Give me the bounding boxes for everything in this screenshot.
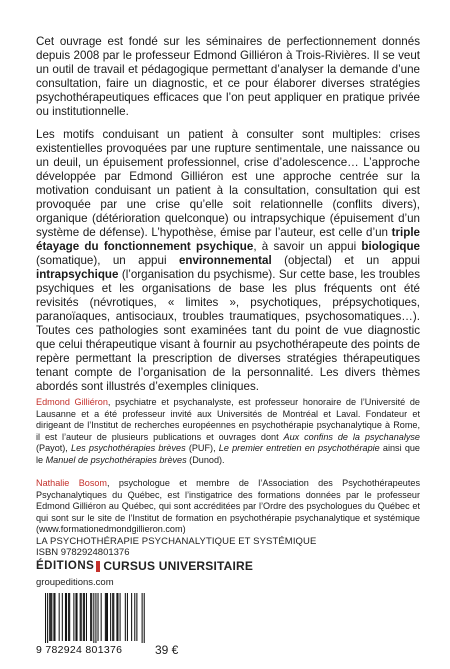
main-text-3: (somatique), un appui	[36, 254, 179, 267]
bio1-title-3: Le premier entretien en psychothérapie	[218, 443, 380, 454]
barcode-bar	[134, 593, 135, 641]
barcode-bar	[112, 593, 113, 641]
author-bio-bosom	[36, 478, 420, 536]
barcode-bar	[62, 593, 63, 641]
barcode-bar	[59, 593, 60, 641]
barcode-bar	[73, 593, 74, 641]
barcode-bar	[51, 593, 52, 641]
publisher-editions: ÉDITIONS	[36, 560, 95, 572]
barcode-bar	[45, 593, 46, 643]
bio1-title-2: Les psychothérapies brèves	[71, 443, 186, 454]
main-text-1: Les motifs conduisant un patient à consulter sont multiples: crises existentielles provoquées par une rupture sentimentale, une naissance ou un deuil, un épuisement professionnel, crise d’adolescence… L’approche développée par Edmond Gilliéron est une approche centrée sur la motivation conduisant un patient à la consultation, consultation qui est provoquée par une crise qu’elle soit relationnelle (conflits divers), organique (détérioration quelconque) ou intrapsychique (épuisement d’un système de défense). L’hypothèse, émise par l’auteur, est celle d’un	[36, 128, 420, 239]
barcode-bar	[142, 593, 143, 643]
barcode-bar	[101, 593, 102, 641]
barcode-bar	[91, 593, 92, 641]
bio1-title-4: Manuel de psychothérapies brèves	[45, 454, 187, 465]
barcode-bar	[110, 593, 111, 641]
bio1-text-5: (Dunod).	[186, 454, 225, 465]
barcode-bar	[49, 593, 50, 641]
main-bold-2: biologique	[361, 240, 420, 253]
price: 39 €	[155, 643, 179, 657]
barcode-bar	[93, 593, 94, 643]
bio1-title-1: Aux confins de la psychanalyse	[283, 431, 420, 442]
barcode-bar	[106, 593, 107, 641]
intro-paragraph	[36, 35, 420, 119]
bio2-text: , psychologue et membre de l’Association des Psychothérapeutes Psychanalytiques du Québec, est l’instigatrice des formations données par le professeur Edmond Gilliéron au Québec, qui sont accréditées par l’Ordre des psychologues du Québec et qui sont sur le site de l’Institut de formation en psychothérapie psychanalytique et systémique (www.formationedmondgillieron.com)	[36, 478, 420, 535]
barcode-bar	[107, 593, 108, 641]
author-name-bosom: Nathalie Bosom	[36, 478, 107, 488]
barcode-bars	[36, 593, 146, 643]
main-bold-1: triple étayage du fonctionnement psychique	[36, 226, 420, 253]
barcode-bar	[136, 593, 137, 641]
main-bold-4: intrapsychique	[36, 268, 119, 281]
barcode-bar	[80, 593, 81, 641]
main-text-5: (l’organisation du psychisme). Sur cette base, les troubles psychiques et les organisations de base les plus fréquents ont été revisités (névrotiques, « limites », psychotiques, prépsychotiques, paranoïaques, antisociaux, troubles traumatiques, psychosomatiques…). Toutes ces pathologies sont examinées tant du point de vue diagnostic que celui thérapeutique visant à fournir au psychothérapeute des points de repère permettant la prescription de diverses stratégies thérapeutiques tenant compte de l’organisation de la personnalité. Les divers thèmes abordés sont illustrés d’exemples cliniques.	[36, 268, 420, 393]
barcode-bar	[90, 593, 91, 641]
publisher-logo	[36, 559, 253, 573]
barcode-bar	[66, 593, 67, 641]
barcode-bar	[127, 593, 128, 641]
barcode	[36, 593, 146, 655]
barcode-bar	[117, 593, 118, 641]
series-title: LA PSYCHOTHÉRAPIE PSYCHANALYTIQUE ET SYSTÉMIQUE	[36, 536, 317, 547]
barcode-bar	[84, 593, 85, 641]
main-paragraph	[36, 128, 420, 394]
bio1-text-1: , psychiatre et psychanalyste, est professeur honoraire de l’Université de Lausanne et a été professeur invité aux Universités de Montréal et Laval. Fondateur et dirigeant de l’Institut de recherches européennes en psychothérapie psychanalytique à Rome, il est l’auteur de plusieurs publications et ouvrages dont	[36, 397, 420, 442]
publisher-separator-bar	[96, 561, 100, 572]
barcode-bar	[54, 593, 55, 641]
main-text-2: , à savoir un appui	[253, 240, 362, 253]
barcode-bar	[65, 593, 66, 641]
barcode-bar	[113, 593, 114, 641]
barcode-bar	[75, 593, 76, 641]
barcode-bar	[98, 593, 99, 641]
barcode-bar	[144, 593, 145, 643]
intro-text: Cet ouvrage est fondé sur les séminaires de perfectionnement donnés depuis 2008 par le professeur Edmond Gilliéron à Trois-Rivières. Il se veut un outil de travail et pédagogique permettant d’analyser la demande d’une consultation, faire un diagnostic, et ce pour élaborer diverses stratégies psychothérapeutiques efficaces que l’on peut appliquer en pratique privée ou institutionnelle.	[36, 35, 420, 118]
bio1-text-3: (PUF),	[185, 443, 219, 454]
barcode-bar	[131, 593, 132, 641]
barcode-bar	[53, 593, 54, 641]
barcode-bar	[86, 593, 87, 641]
barcode-bar	[47, 593, 48, 643]
barcode-digits: 9 782924 801376	[36, 644, 123, 656]
barcode-bar	[105, 593, 106, 641]
bio1-text-4: ainsi que le	[36, 443, 420, 465]
barcode-bar	[50, 593, 51, 641]
author-name-gillieron: Edmond Gilliéron	[36, 397, 108, 407]
barcode-bar	[83, 593, 84, 641]
author-bio-gilliéron	[36, 397, 420, 467]
barcode-bar	[120, 593, 121, 641]
bio1-text-2: (Payot),	[36, 443, 72, 454]
publisher-cursus: CURSUS UNIVERSITAIRE	[103, 559, 254, 573]
barcode-bar	[81, 593, 82, 641]
barcode-bar	[68, 593, 69, 641]
barcode-bar	[69, 593, 70, 641]
barcode-bar	[77, 593, 78, 641]
barcode-bar	[95, 593, 96, 643]
isbn: ISBN 9782924801376	[36, 547, 130, 558]
main-text-4: (objectal) et un appui	[271, 254, 420, 267]
publisher-website: groupeditions.com	[36, 577, 114, 588]
barcode-bar	[125, 593, 126, 641]
main-bold-3: environnemental	[178, 254, 272, 267]
barcode-bar	[116, 593, 117, 641]
